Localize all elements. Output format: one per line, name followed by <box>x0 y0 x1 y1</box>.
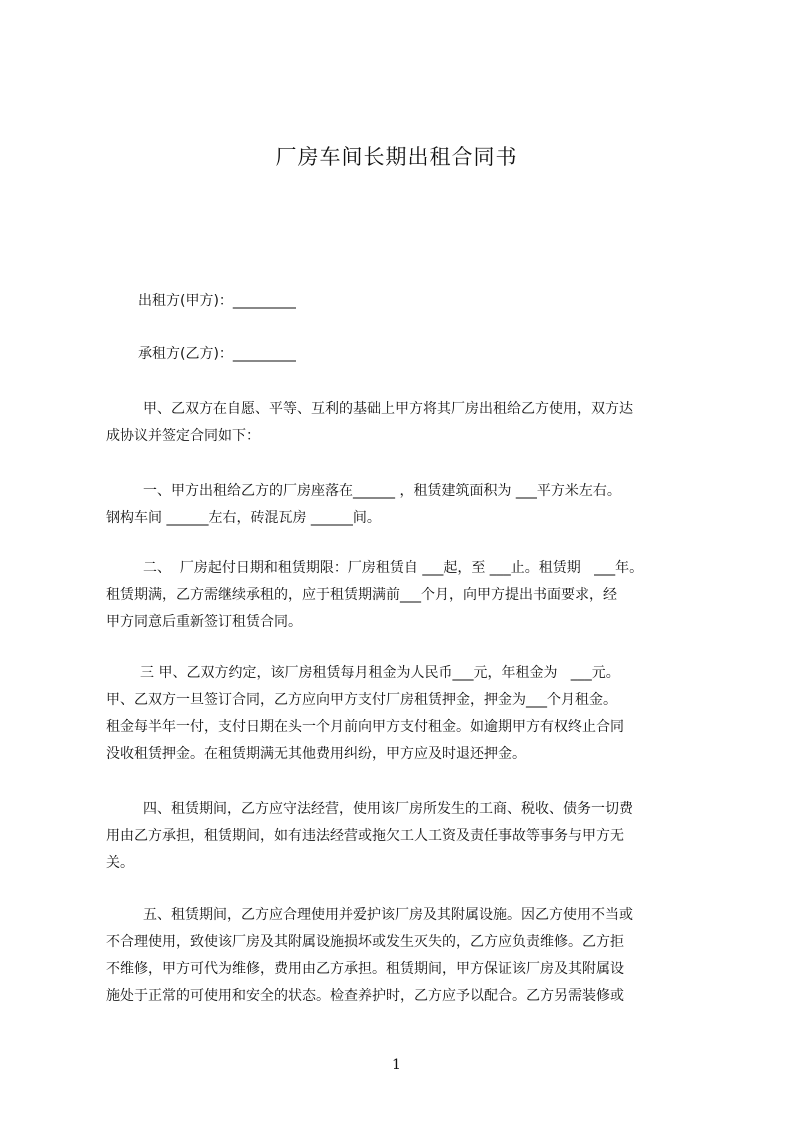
lessor-line: 出租方(甲方)：_________ <box>138 293 296 309</box>
clause-3-line: 没收租赁押金。在租赁期满无其他费用纠纷，甲方应及时退还押金。 <box>106 746 526 762</box>
clause-4-line: 关。 <box>106 855 134 871</box>
clause-2-line: 二、 厂房起付日期和租赁期限：厂房租赁自 ___起，至 ___止。租赁期 ___年。 <box>143 560 644 576</box>
clause-2-line: 租赁期满，乙方需继续承租的，应于租赁期满前___个月，向甲方提出书面要求，经 <box>106 587 617 603</box>
clause-1-line: 钢构车间 ______左右，砖混瓦房 ______间。 <box>106 510 381 526</box>
clause-4-line: 用由乙方承担，租赁期间，如有违法经营或拖欠工人工资及责任事故等事务与甲方无 <box>106 828 624 844</box>
lessee-line: 承租方(乙方)：_________ <box>138 346 296 362</box>
clause-5-line: 不合理使用，致使该厂房及其附属设施损坏或发生灭失的，乙方应负责维修。乙方拒 <box>106 934 624 950</box>
clause-5-line: 五、租赁期间，乙方应合理使用并爱护该厂房及其附属设施。因乙方使用不当或 <box>143 907 633 923</box>
clause-4-line: 四、租赁期间，乙方应守法经营，使用该厂房所发生的工商、税收、债务一切费 <box>143 801 633 817</box>
clause-5-line: 施处于正常的可使用和安全的状态。检查养护时，乙方应予以配合。乙方另需装修或 <box>106 988 624 1004</box>
clause-3-line: 甲、乙双方一旦签订合同，乙方应向甲方支付厂房租赁押金，押金为___个月租金。 <box>106 692 617 708</box>
clause-3-line: 租金每半年一付，支付日期在头一个月前向甲方支付租金。如逾期甲方有权终止合同 <box>106 719 624 735</box>
clause-5-line: 不维修，甲方可代为维修，费用由乙方承担。租赁期间，甲方保证该厂房及其附属设 <box>106 961 624 977</box>
intro-line: 成协议并签定合同如下： <box>106 428 260 444</box>
page-number: 1 <box>392 1057 401 1073</box>
intro-line: 甲、乙双方在自愿、平等、互利的基础上甲方将其厂房出租给乙方使用，双方达 <box>143 401 633 417</box>
clause-1-line: 一、甲方出租给乙方的厂房座落在______ ，租赁建筑面积为 ___平方米左右。 <box>143 483 621 499</box>
clause-3-line: 三 甲、乙双方约定，该厂房租赁每月租金为人民币___元，年租金为 ___元。 <box>140 665 620 681</box>
document-title: 厂房车间长期出租合同书 <box>275 145 518 169</box>
clause-2-line: 甲方同意后重新签订租赁合同。 <box>106 614 302 630</box>
